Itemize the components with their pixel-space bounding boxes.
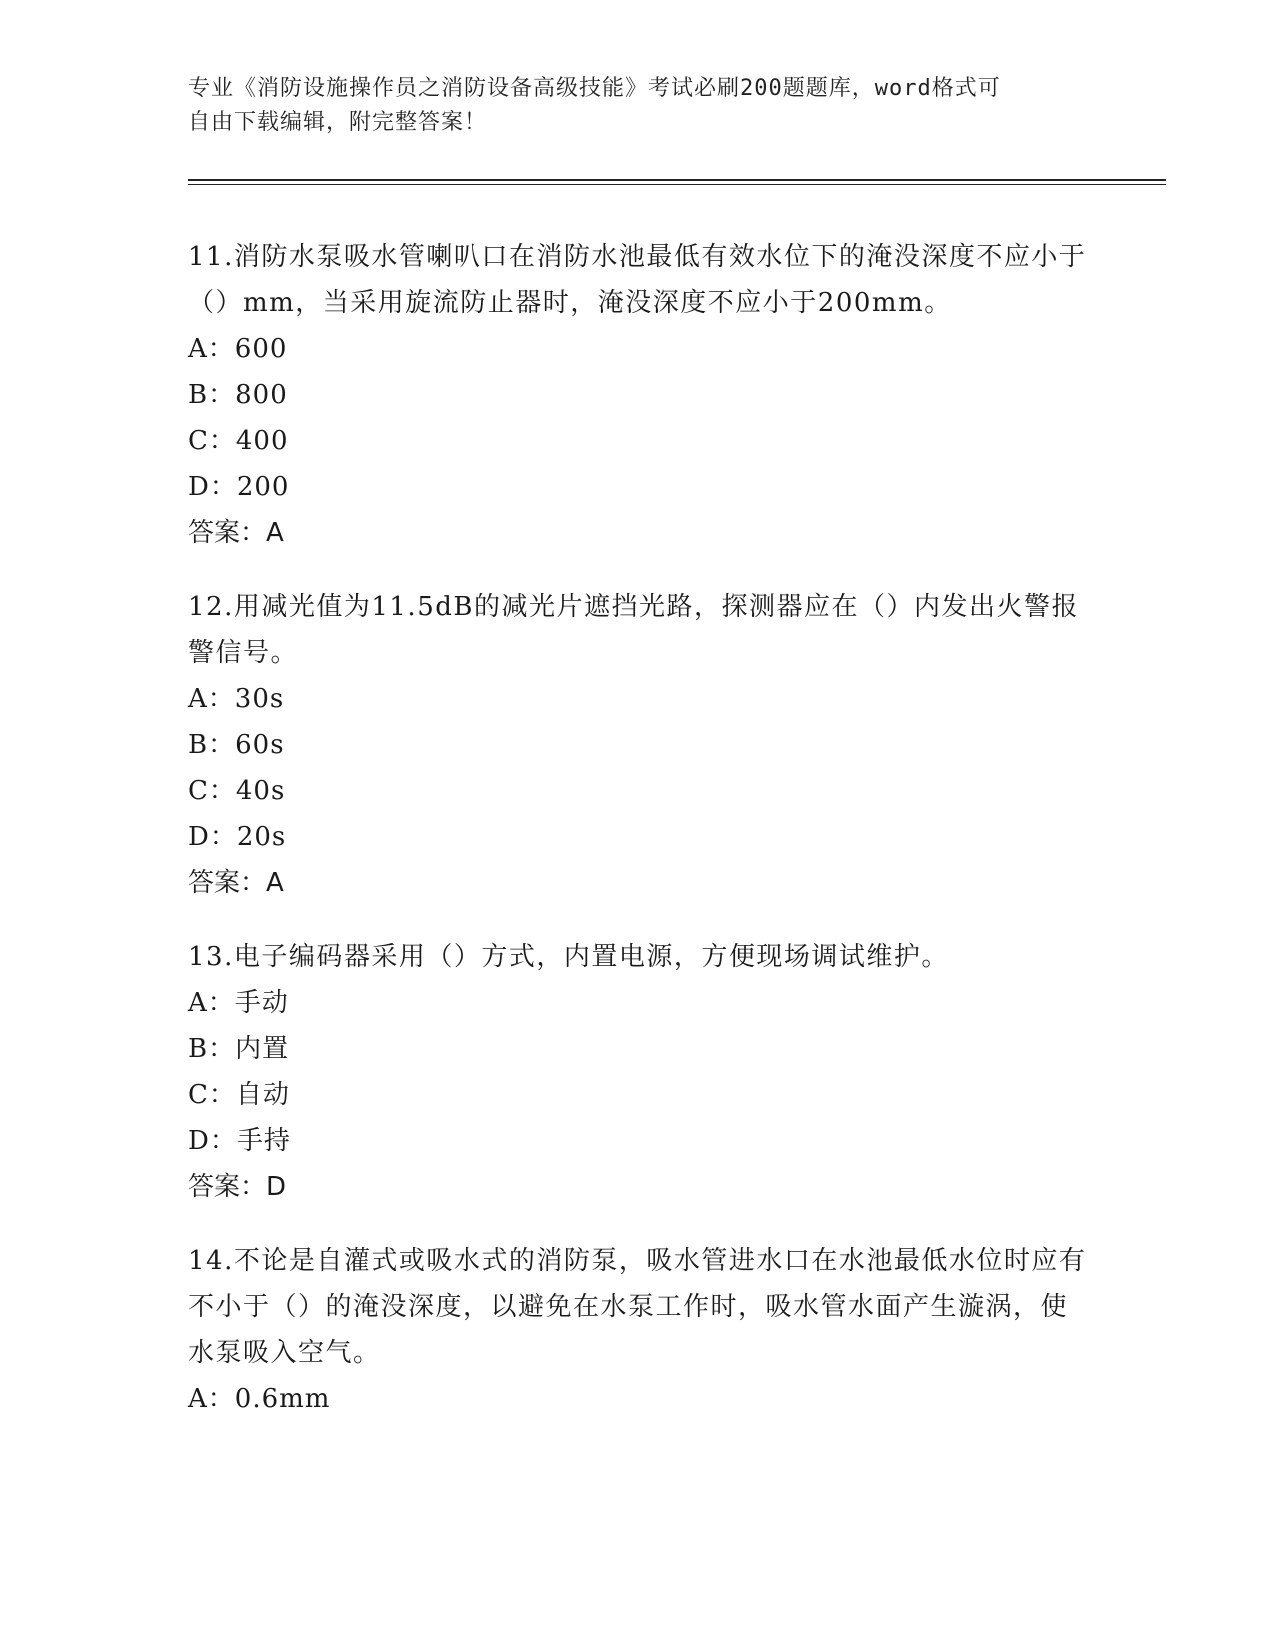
option-a: A：0.6mm	[188, 1384, 331, 1414]
question-list	[188, 234, 1088, 1450]
option-a: A：手动	[188, 988, 289, 1018]
option-a: A：600	[188, 334, 288, 364]
header-divider-thin	[188, 184, 1166, 185]
header-divider	[188, 179, 1166, 181]
answer-line: 答案：A	[188, 868, 284, 898]
question-text: 14.不论是自灌式或吸水式的消防泵，吸水管进水口在水池最低水位时应有不小于（）的淹没深度，以避免在水泵工作时，吸水管水面产生漩涡，使水泵吸入空气。	[188, 1246, 1087, 1368]
question-text: 12.用减光值为11.5dB的减光片遮挡光路，探测器应在（）内发出火警报警信号。	[188, 592, 1079, 668]
answer-line: 答案：A	[188, 518, 284, 548]
option-b: B：60s	[188, 730, 285, 760]
option-c: C：自动	[188, 1080, 290, 1110]
option-c: C：40s	[188, 776, 286, 806]
header-line-2: 自由下载编辑，附完整答案！	[188, 110, 488, 135]
option-d: D：手持	[188, 1126, 291, 1156]
document-header	[188, 72, 1078, 140]
answer-line: 答案：D	[188, 1172, 287, 1202]
option-a: A：30s	[188, 684, 285, 714]
question-11	[188, 234, 1088, 556]
option-c: C：400	[188, 426, 289, 456]
question-text: 11.消防水泵吸水管喇叭口在消防水池最低有效水位下的淹没深度不应小于（）mm，当采用旋流防止器时，淹没深度不应小于200mm。	[188, 242, 1087, 318]
option-d: D：200	[188, 472, 290, 502]
option-b: B：800	[188, 380, 288, 410]
option-d: D：20s	[188, 822, 287, 852]
option-b: B：内置	[188, 1034, 290, 1064]
question-13	[188, 934, 1088, 1210]
question-text: 13.电子编码器采用（）方式，内置电源，方便现场调试维护。	[188, 942, 949, 972]
question-12	[188, 584, 1088, 906]
header-line-1: 专业《消防设施操作员之消防设备高级技能》考试必刷200题题库，word格式可	[188, 76, 1001, 101]
question-14	[188, 1238, 1088, 1422]
